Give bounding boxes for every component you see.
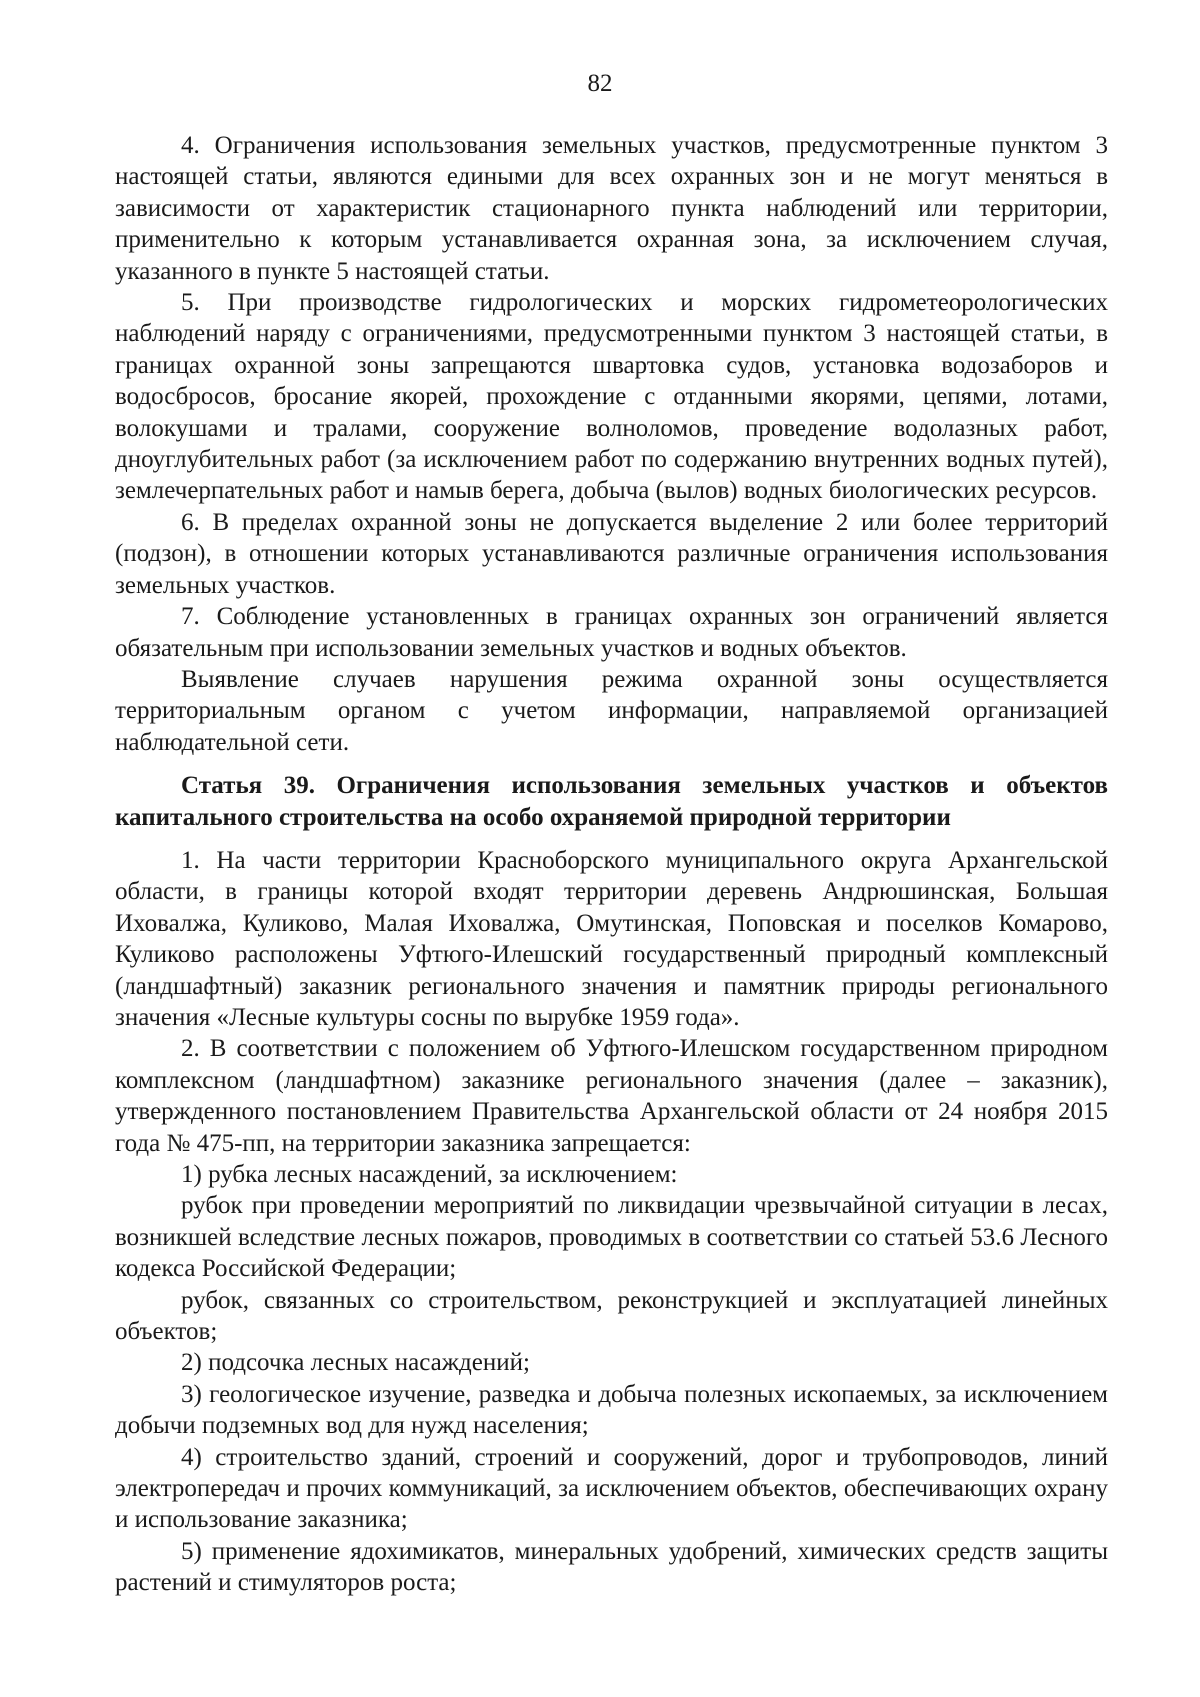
paragraph-item-7: 7. Соблюдение установленных в границах охранных зон ограничений является обязательным при использовании земельных участков и водных объектов. — [115, 603, 1108, 662]
list-item-geology: 3) геологическое изучение, разведка и добыча полезных ископаемых, за исключением добычи подземных вод для нужд населения; — [115, 1380, 1108, 1440]
paragraph-item-6: 6. В пределах охранной зоны не допускается выделение 2 или более территорий (подзон), в отношении которых устанавливаются различные ограничения использования земельных участков. — [115, 508, 1108, 599]
article-39-heading: Статья 39. Ограничения использования земельных участков и объектов капитального строительства на особо охраняемой природной территории — [115, 772, 1108, 831]
list-subitem-emergency: рубок при проведении мероприятий по ликвидации чрезвычайной ситуации в лесах, возникшей вследствие лесных пожаров, проводимых в соответствии со статьей 53.6 Лесного кодекса Российской Федерации; — [115, 1192, 1108, 1283]
paragraph-item-2: 2. В соответствии с положением об Уфтюго-Илешском государственном природном комплексном (ландшафтном) заказнике регионального значения (далее – заказник), утвержденного постановлением Правительства Архангельской области от 24 ноября 2015 года № 475-пп, на территории заказника запрещается: — [115, 1035, 1108, 1157]
list-item-chemicals: 5) применение ядохимикатов, минеральных удобрений, химических средств защиты растений и стимуляторов роста; — [115, 1537, 1108, 1597]
paragraph-item-4: 4. Ограничения использования земельных участков, предусмотренные пунктом 3 настоящей статьи, являются едиными для всех охранных зон и не могут меняться в зависимости от характеристик стационарного пункта наблюдений или территории, применительно к которым устанавливается охранная зона, за исключением случая, указанного в пункте 5 настоящей статьи. — [115, 132, 1108, 285]
list-subitem-linear-objects: рубок, связанных со строительством, реконструкцией и эксплуатацией линейных объектов; — [115, 1286, 1108, 1346]
list-item-logging: 1) рубка лесных насаждений, за исключением: — [181, 1161, 678, 1188]
paragraph-violations: Выявление случаев нарушения режима охранной зоны осуществляется территориальным органом с учетом информации, направляемой организацией наблюдательной сети. — [115, 665, 1108, 756]
paragraph-item-1: 1. На части территории Красноборского муниципального округа Архангельской области, в границы которой входят территории деревень Андрюшинская, Большая Иховалжа, Куликово, Малая Иховалжа, Омутинская, Поповская и поселков Комарово, Куликово расположены Уфтюго-Илешский государственный природный комплексный (ландшафтный) заказник регионального значения и памятник природы регионального значения «Лесные культуры сосны по вырубке 1959 года». — [115, 846, 1108, 1031]
paragraph-item-5: 5. При производстве гидрологических и морских гидрометеорологических наблюдений наряду с ограничениями, предусмотренными пунктом 3 настоящей статьи, в границах охранной зоны запрещаются швартовка судов, установка водозаборов и водосбросов, бросание якорей, прохождение с отданными якорями, цепями, лотами, волокушами и тралами, сооружение волноломов, проведение водолазных работ, дноуглубительных работ (за исключением работ по содержанию внутренних водных путей), землечерпательных работ и намыв берега, добыча (вылов) водных биологических ресурсов. — [115, 289, 1108, 505]
list-item-construction: 4) строительство зданий, строений и сооружений, дорог и трубопроводов, линий электропередач и прочих коммуникаций, за исключением объектов, обеспечивающих охрану и использование заказника; — [115, 1443, 1108, 1534]
document-body — [115, 130, 1108, 1599]
page-number: 82 — [587, 70, 613, 97]
list-item-tapping: 2) подсочка лесных насаждений; — [181, 1349, 530, 1377]
